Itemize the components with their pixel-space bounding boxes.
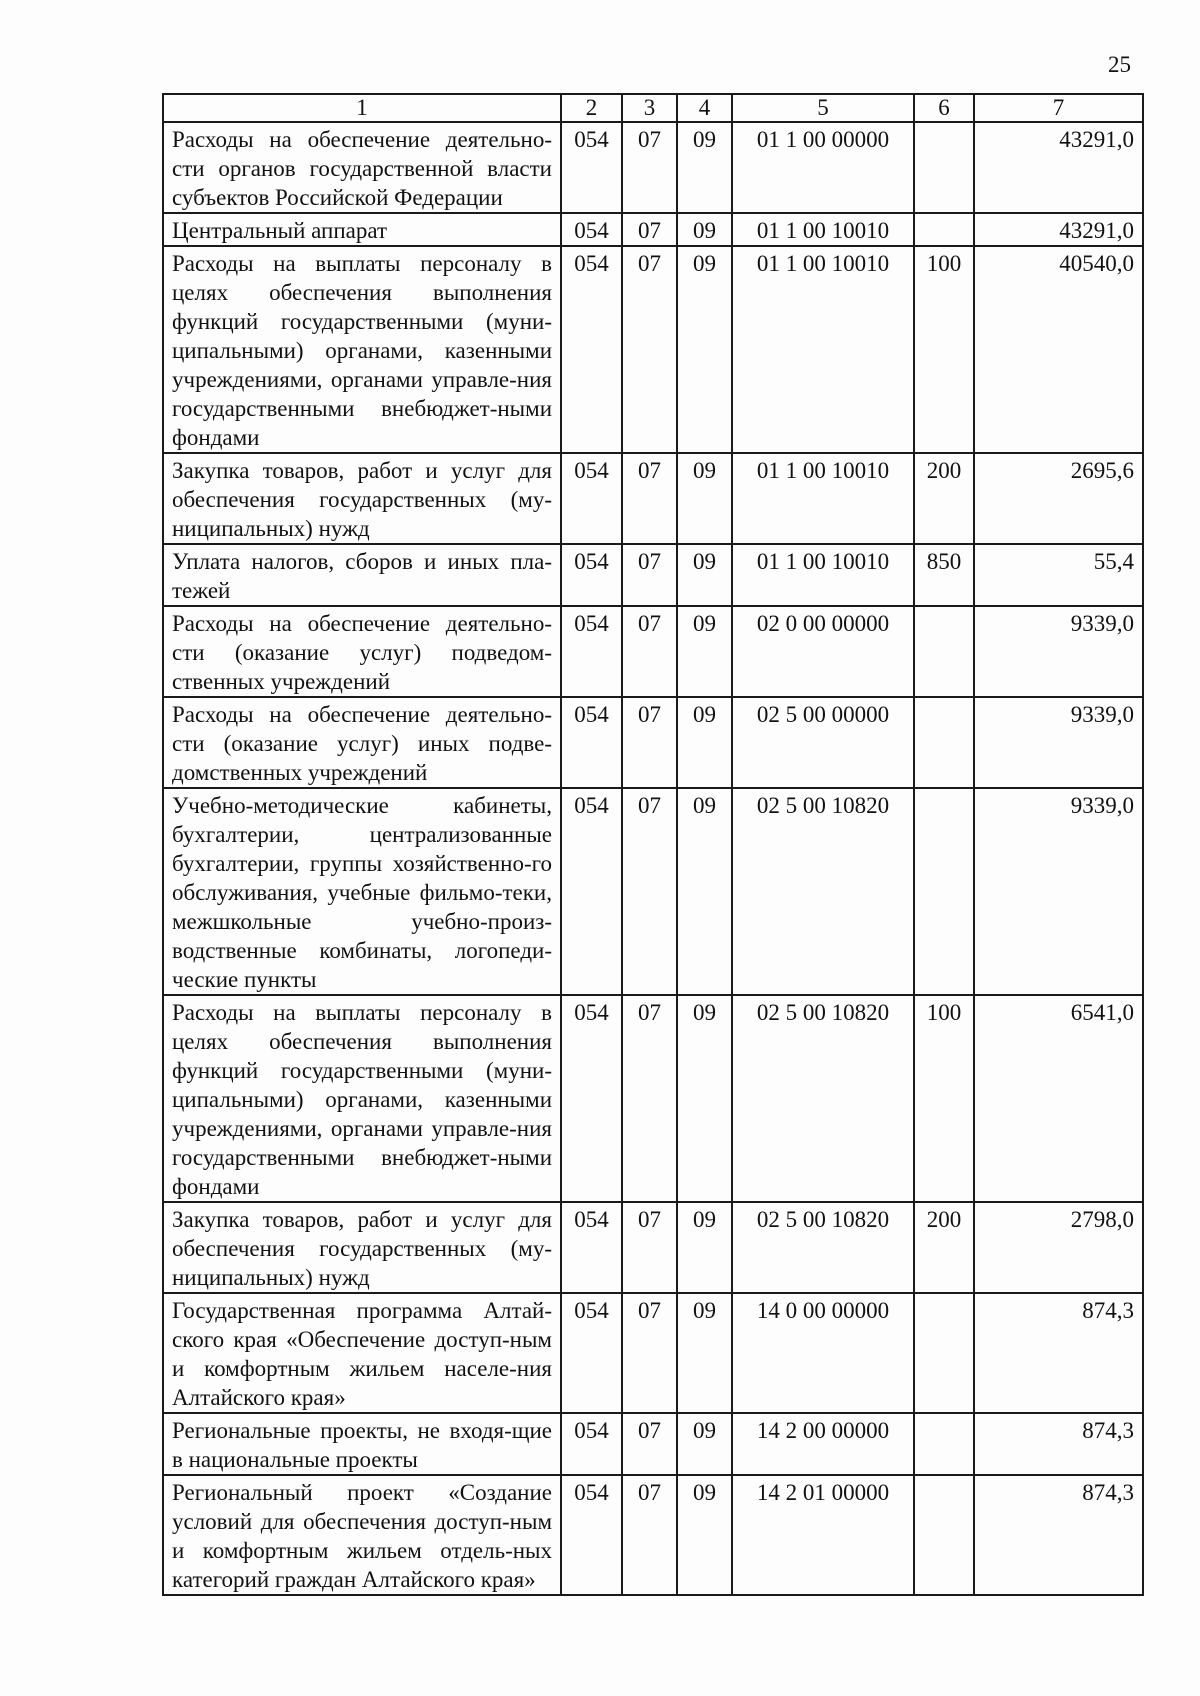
expense-type-cell: 100 bbox=[914, 246, 974, 453]
subsection-code-cell: 09 bbox=[677, 213, 732, 246]
table-row bbox=[163, 788, 1143, 995]
amount-cell: 40540,0 bbox=[974, 246, 1143, 453]
section-code-cell: 07 bbox=[622, 1202, 677, 1293]
expense-type-cell bbox=[914, 697, 974, 788]
column-header-1: 1 bbox=[163, 94, 561, 122]
target-article-cell: 02 5 00 10820 bbox=[732, 788, 914, 995]
subsection-code-cell: 09 bbox=[677, 788, 732, 995]
subsection-code-cell: 09 bbox=[677, 453, 732, 544]
ministry-code-cell: 054 bbox=[561, 544, 622, 606]
amount-cell: 6541,0 bbox=[974, 995, 1143, 1202]
expense-type-cell: 850 bbox=[914, 544, 974, 606]
table-body bbox=[163, 122, 1143, 1595]
section-code-cell: 07 bbox=[622, 788, 677, 995]
subsection-code-cell: 09 bbox=[677, 246, 732, 453]
section-code-cell: 07 bbox=[622, 697, 677, 788]
amount-cell: 874,3 bbox=[974, 1475, 1143, 1595]
expense-type-cell bbox=[914, 1413, 974, 1475]
section-code-cell: 07 bbox=[622, 453, 677, 544]
table-row bbox=[163, 453, 1143, 544]
section-code-cell: 07 bbox=[622, 606, 677, 697]
amount-cell: 2798,0 bbox=[974, 1202, 1143, 1293]
expense-type-cell bbox=[914, 1475, 974, 1595]
target-article-cell: 01 1 00 10010 bbox=[732, 213, 914, 246]
amount-cell: 55,4 bbox=[974, 544, 1143, 606]
target-article-cell: 02 5 00 10820 bbox=[732, 995, 914, 1202]
ministry-code-cell: 054 bbox=[561, 697, 622, 788]
table-header bbox=[163, 94, 1143, 122]
expense-type-cell bbox=[914, 122, 974, 213]
subsection-code-cell: 09 bbox=[677, 995, 732, 1202]
table-row bbox=[163, 122, 1143, 213]
section-code-cell: 07 bbox=[622, 213, 677, 246]
ministry-code-cell: 054 bbox=[561, 213, 622, 246]
column-header-3: 3 bbox=[622, 94, 677, 122]
subsection-code-cell: 09 bbox=[677, 544, 732, 606]
column-header-4: 4 bbox=[677, 94, 732, 122]
expense-name-cell: Региональные проекты, не входя-щие в национальные проекты bbox=[163, 1413, 561, 1475]
expense-type-cell bbox=[914, 1293, 974, 1413]
expense-name-cell: Закупка товаров, работ и услуг для обеспечения государственных (му-ниципальных) нужд bbox=[163, 1202, 561, 1293]
amount-cell: 9339,0 bbox=[974, 697, 1143, 788]
subsection-code-cell: 09 bbox=[677, 1293, 732, 1413]
table-row bbox=[163, 1413, 1143, 1475]
expense-name-cell: Закупка товаров, работ и услуг для обеспечения государственных (му-ниципальных) нужд bbox=[163, 453, 561, 544]
ministry-code-cell: 054 bbox=[561, 995, 622, 1202]
ministry-code-cell: 054 bbox=[561, 606, 622, 697]
amount-cell: 874,3 bbox=[974, 1413, 1143, 1475]
column-header-5: 5 bbox=[732, 94, 914, 122]
expense-type-cell bbox=[914, 606, 974, 697]
table-row bbox=[163, 606, 1143, 697]
expense-type-cell: 100 bbox=[914, 995, 974, 1202]
section-code-cell: 07 bbox=[622, 544, 677, 606]
budget-table bbox=[162, 93, 1144, 1596]
expense-name-cell: Уплата налогов, сборов и иных пла-тежей bbox=[163, 544, 561, 606]
expense-name-cell: Региональный проект «Создание условий для обеспечения доступ-ным и комфортным жильем отдель-ных категорий граждан Алтайского края» bbox=[163, 1475, 561, 1595]
section-code-cell: 07 bbox=[622, 1413, 677, 1475]
table-row bbox=[163, 697, 1143, 788]
amount-cell: 9339,0 bbox=[974, 788, 1143, 995]
table-row bbox=[163, 995, 1143, 1202]
ministry-code-cell: 054 bbox=[561, 122, 622, 213]
table-row bbox=[163, 1202, 1143, 1293]
target-article-cell: 02 0 00 00000 bbox=[732, 606, 914, 697]
section-code-cell: 07 bbox=[622, 1475, 677, 1595]
section-code-cell: 07 bbox=[622, 995, 677, 1202]
table-row bbox=[163, 246, 1143, 453]
expense-name-cell: Расходы на выплаты персоналу в целях обеспечения выполнения функций государственными (муни-ципальными) органами, казенными учреждениями, органами управле-ния государственными внебюджет-ными фондами bbox=[163, 995, 561, 1202]
header-row bbox=[163, 94, 1143, 122]
subsection-code-cell: 09 bbox=[677, 697, 732, 788]
expense-name-cell: Расходы на обеспечение деятельно-сти (оказание услуг) иных подве-домственных учреждений bbox=[163, 697, 561, 788]
page-number: 25 bbox=[1108, 52, 1131, 77]
column-header-7: 7 bbox=[974, 94, 1143, 122]
ministry-code-cell: 054 bbox=[561, 1475, 622, 1595]
table-row bbox=[163, 544, 1143, 606]
table-row bbox=[163, 1475, 1143, 1595]
column-header-2: 2 bbox=[561, 94, 622, 122]
expense-type-cell: 200 bbox=[914, 453, 974, 544]
section-code-cell: 07 bbox=[622, 246, 677, 453]
expense-name-cell: Расходы на обеспечение деятельно-сти органов государственной власти субъектов Российской Федерации bbox=[163, 122, 561, 213]
expense-type-cell bbox=[914, 213, 974, 246]
column-header-6: 6 bbox=[914, 94, 974, 122]
target-article-cell: 01 1 00 10010 bbox=[732, 544, 914, 606]
amount-cell: 43291,0 bbox=[974, 213, 1143, 246]
expense-type-cell bbox=[914, 788, 974, 995]
expense-name-cell: Учебно-методические кабинеты, бухгалтерии, централизованные бухгалтерии, группы хозяйственно-го обслуживания, учебные фильмо-теки, межшкольные учебно-произ-водственные комбинаты, логопеди-ческие пункты bbox=[163, 788, 561, 995]
target-article-cell: 02 5 00 10820 bbox=[732, 1202, 914, 1293]
target-article-cell: 01 1 00 10010 bbox=[732, 246, 914, 453]
amount-cell: 2695,6 bbox=[974, 453, 1143, 544]
ministry-code-cell: 054 bbox=[561, 1293, 622, 1413]
section-code-cell: 07 bbox=[622, 122, 677, 213]
target-article-cell: 14 0 00 00000 bbox=[732, 1293, 914, 1413]
amount-cell: 9339,0 bbox=[974, 606, 1143, 697]
amount-cell: 43291,0 bbox=[974, 122, 1143, 213]
ministry-code-cell: 054 bbox=[561, 788, 622, 995]
expense-name-cell: Центральный аппарат bbox=[163, 213, 561, 246]
table-row bbox=[163, 213, 1143, 246]
expense-type-cell: 200 bbox=[914, 1202, 974, 1293]
ministry-code-cell: 054 bbox=[561, 453, 622, 544]
target-article-cell: 02 5 00 00000 bbox=[732, 697, 914, 788]
ministry-code-cell: 054 bbox=[561, 1202, 622, 1293]
target-article-cell: 14 2 01 00000 bbox=[732, 1475, 914, 1595]
target-article-cell: 01 1 00 10010 bbox=[732, 453, 914, 544]
ministry-code-cell: 054 bbox=[561, 1413, 622, 1475]
expense-name-cell: Государственная программа Алтай-ского края «Обеспечение доступ-ным и комфортным жильем населе-ния Алтайского края» bbox=[163, 1293, 561, 1413]
subsection-code-cell: 09 bbox=[677, 1202, 732, 1293]
amount-cell: 874,3 bbox=[974, 1293, 1143, 1413]
subsection-code-cell: 09 bbox=[677, 606, 732, 697]
ministry-code-cell: 054 bbox=[561, 246, 622, 453]
section-code-cell: 07 bbox=[622, 1293, 677, 1413]
expense-name-cell: Расходы на выплаты персоналу в целях обеспечения выполнения функций государственными (муни-ципальными) органами, казенными учреждениями, органами управле-ния государственными внебюджет-ными фондами bbox=[163, 246, 561, 453]
target-article-cell: 01 1 00 00000 bbox=[732, 122, 914, 213]
expense-name-cell: Расходы на обеспечение деятельно-сти (оказание услуг) подведом-ственных учреждений bbox=[163, 606, 561, 697]
subsection-code-cell: 09 bbox=[677, 122, 732, 213]
table-row bbox=[163, 1293, 1143, 1413]
target-article-cell: 14 2 00 00000 bbox=[732, 1413, 914, 1475]
subsection-code-cell: 09 bbox=[677, 1475, 732, 1595]
subsection-code-cell: 09 bbox=[677, 1413, 732, 1475]
